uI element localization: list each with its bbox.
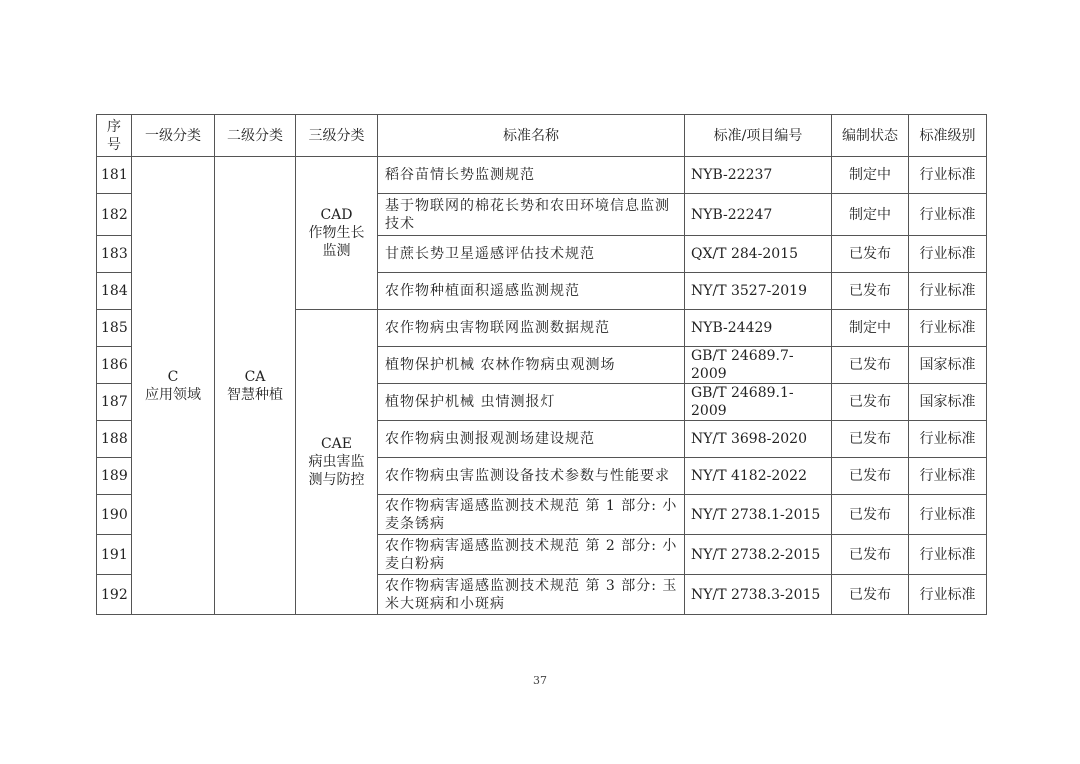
standard-level: 行业标准 bbox=[909, 458, 987, 495]
status: 制定中 bbox=[832, 194, 909, 236]
status: 已发布 bbox=[832, 535, 909, 575]
status: 已发布 bbox=[832, 384, 909, 421]
header-code: 标准/项目编号 bbox=[685, 115, 832, 157]
status: 已发布 bbox=[832, 458, 909, 495]
status: 已发布 bbox=[832, 347, 909, 384]
standard-code: NY/T 2738.3-2015 bbox=[685, 575, 832, 615]
status: 已发布 bbox=[832, 495, 909, 535]
standard-level: 行业标准 bbox=[909, 575, 987, 615]
row-seq: 186 bbox=[97, 347, 132, 384]
standard-level: 行业标准 bbox=[909, 310, 987, 347]
header-name: 标准名称 bbox=[378, 115, 685, 157]
standard-code: NY/T 2738.2-2015 bbox=[685, 535, 832, 575]
standard-level: 行业标准 bbox=[909, 421, 987, 458]
standard-level: 国家标准 bbox=[909, 384, 987, 421]
standard-code: QX/T 284-2015 bbox=[685, 236, 832, 273]
standard-code: NYB-22237 bbox=[685, 157, 832, 194]
header-status: 编制状态 bbox=[832, 115, 909, 157]
row-seq: 183 bbox=[97, 236, 132, 273]
row-seq: 191 bbox=[97, 535, 132, 575]
standard-level: 行业标准 bbox=[909, 535, 987, 575]
standard-level: 行业标准 bbox=[909, 236, 987, 273]
standard-code: NY/T 3527-2019 bbox=[685, 273, 832, 310]
status: 已发布 bbox=[832, 575, 909, 615]
row-seq: 187 bbox=[97, 384, 132, 421]
standard-name: 农作物病害遥感监测技术规范 第 1 部分: 小麦条锈病 bbox=[378, 495, 685, 535]
row-seq: 190 bbox=[97, 495, 132, 535]
standard-level: 行业标准 bbox=[909, 495, 987, 535]
header-level1: 一级分类 bbox=[132, 115, 215, 157]
standard-level: 行业标准 bbox=[909, 273, 987, 310]
standard-code: NY/T 2738.1-2015 bbox=[685, 495, 832, 535]
header-seq: 序 号 bbox=[97, 115, 132, 157]
standard-name: 农作物病害遥感监测技术规范 第 2 部分: 小麦白粉病 bbox=[378, 535, 685, 575]
table-body bbox=[97, 115, 987, 615]
row-seq: 192 bbox=[97, 575, 132, 615]
standard-name: 基于物联网的棉花长势和农田环境信息监测技术 bbox=[378, 194, 685, 236]
level3-category-cad: CAD 作物生长 监测 bbox=[296, 157, 378, 310]
row-seq: 185 bbox=[97, 310, 132, 347]
standard-name: 农作物病害遥感监测技术规范 第 3 部分: 玉米大斑病和小斑病 bbox=[378, 575, 685, 615]
standard-name: 农作物病虫害物联网监测数据规范 bbox=[378, 310, 685, 347]
header-level2: 二级分类 bbox=[215, 115, 296, 157]
standard-name: 甘蔗长势卫星遥感评估技术规范 bbox=[378, 236, 685, 273]
page-number: 37 bbox=[533, 674, 547, 687]
level1-category: C 应用领域 bbox=[132, 157, 215, 615]
level3-category-cae: CAE 病虫害监 测与防控 bbox=[296, 310, 378, 615]
standard-code: NY/T 4182-2022 bbox=[685, 458, 832, 495]
standard-name: 植物保护机械 农林作物病虫观测场 bbox=[378, 347, 685, 384]
standard-name: 农作物病虫测报观测场建设规范 bbox=[378, 421, 685, 458]
status: 已发布 bbox=[832, 273, 909, 310]
standard-name: 稻谷苗情长势监测规范 bbox=[378, 157, 685, 194]
standard-level: 行业标准 bbox=[909, 194, 987, 236]
header-row bbox=[97, 115, 987, 157]
header-level3: 三级分类 bbox=[296, 115, 378, 157]
standard-name: 植物保护机械 虫情测报灯 bbox=[378, 384, 685, 421]
status: 制定中 bbox=[832, 157, 909, 194]
status: 已发布 bbox=[832, 236, 909, 273]
status: 制定中 bbox=[832, 310, 909, 347]
row-seq: 181 bbox=[97, 157, 132, 194]
standard-code: GB/T 24689.1-2009 bbox=[685, 384, 832, 421]
standard-level: 国家标准 bbox=[909, 347, 987, 384]
row-seq: 184 bbox=[97, 273, 132, 310]
standard-name: 农作物病虫害监测设备技术参数与性能要求 bbox=[378, 458, 685, 495]
row-seq: 182 bbox=[97, 194, 132, 236]
standards-table bbox=[96, 114, 987, 615]
row-seq: 189 bbox=[97, 458, 132, 495]
standard-code: NY/T 3698-2020 bbox=[685, 421, 832, 458]
row-seq: 188 bbox=[97, 421, 132, 458]
standard-code: GB/T 24689.7-2009 bbox=[685, 347, 832, 384]
standard-level: 行业标准 bbox=[909, 157, 987, 194]
standard-code: NYB-22247 bbox=[685, 194, 832, 236]
level2-category: CA 智慧种植 bbox=[215, 157, 296, 615]
standard-code: NYB-24429 bbox=[685, 310, 832, 347]
header-level: 标准级别 bbox=[909, 115, 987, 157]
standard-name: 农作物种植面积遥感监测规范 bbox=[378, 273, 685, 310]
table-row bbox=[97, 157, 987, 194]
status: 已发布 bbox=[832, 421, 909, 458]
